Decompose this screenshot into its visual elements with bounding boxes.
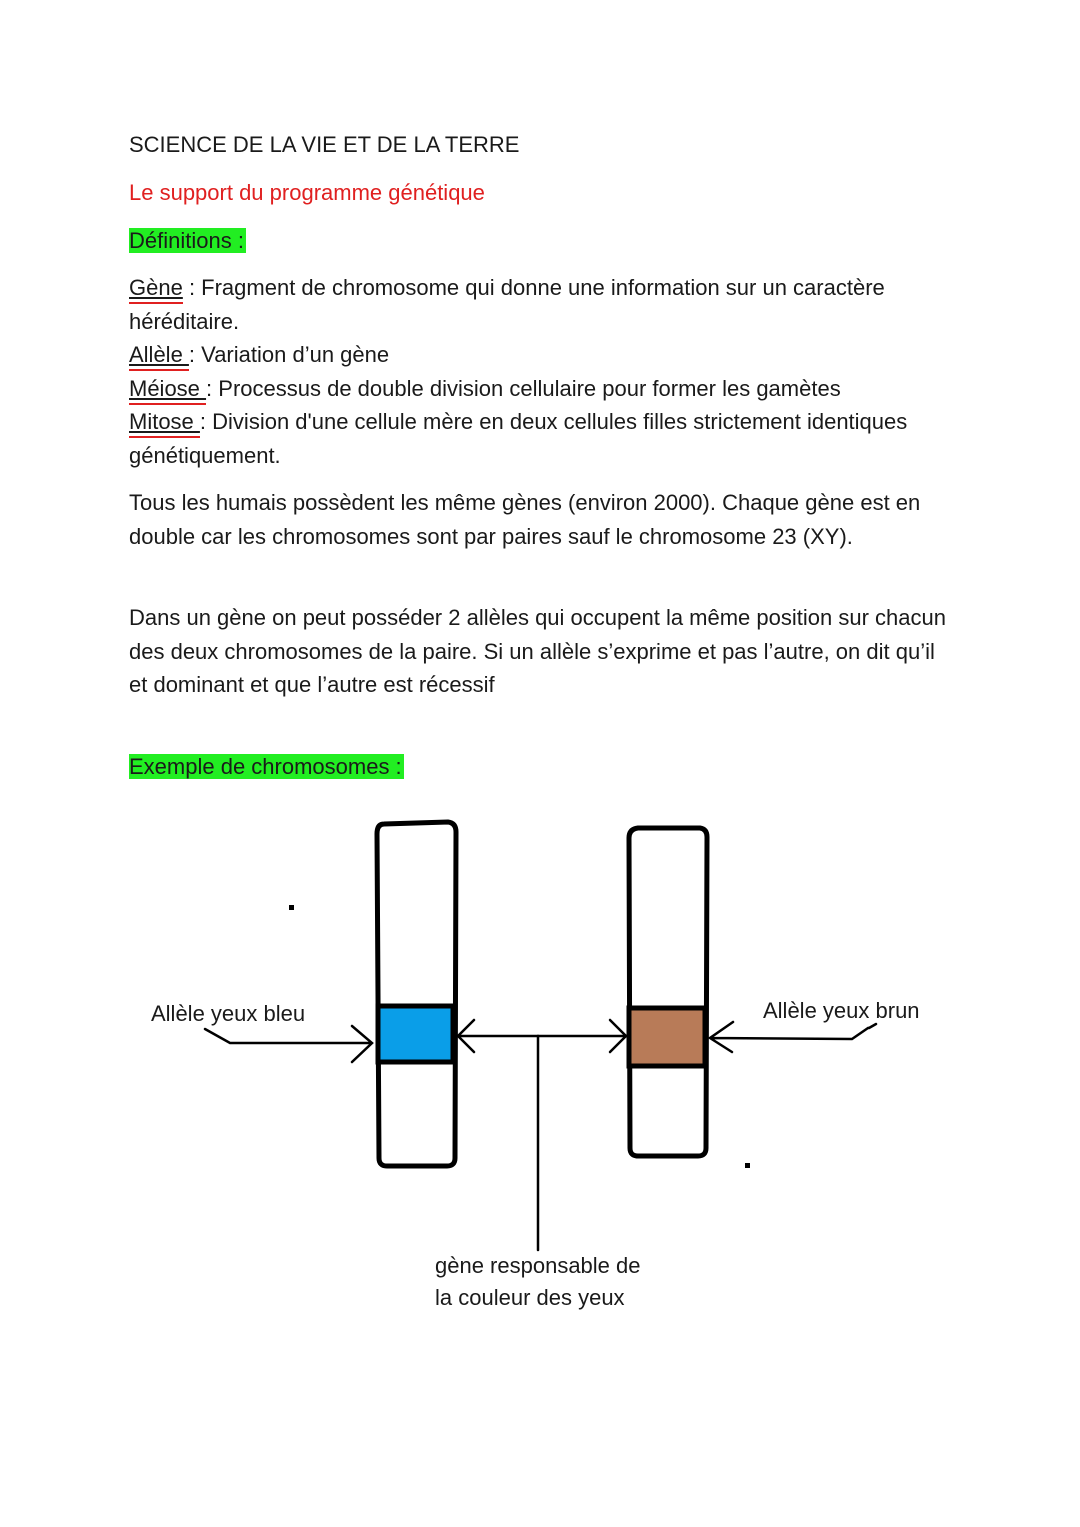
definition-text: Division d'une cellule mère en deux cellules filles strictement identiques génétiquement.: [129, 409, 908, 468]
definitions-heading-text: Définitions :: [129, 228, 244, 253]
example-heading-text: Exemple de chromosomes :: [129, 754, 402, 779]
stray-dot: [745, 1163, 750, 1168]
chromosome-right: [629, 828, 707, 1156]
arrow-center-left: [458, 1020, 538, 1052]
definition-allele: [129, 338, 949, 372]
label-allele-blue: Allèle yeux bleu: [151, 1001, 306, 1026]
definition-text: Processus de double division cellulaire pour former les gamètes: [218, 376, 841, 401]
definition-term: Mitose: [129, 409, 200, 434]
label-allele-brown: Allèle yeux brun: [763, 998, 920, 1023]
definition-separator: :: [182, 275, 202, 300]
definition-gene: [129, 271, 949, 338]
definition-text: Variation d’un gène: [201, 342, 390, 367]
stray-dot: [289, 905, 294, 910]
arrow-left-label: [205, 1026, 372, 1062]
definition-term: Gène: [129, 275, 183, 300]
page-subtitle: Le support du programme génétique: [129, 180, 485, 205]
example-heading: [129, 750, 404, 784]
definition-term: Allèle: [129, 342, 189, 367]
label-gene-line-1: gène responsable de: [435, 1253, 641, 1278]
definition-term: Méiose: [129, 376, 207, 401]
allele-brown-band: [629, 1008, 705, 1066]
definition-meiose: [129, 372, 949, 406]
paragraph-alleles: Dans un gène on peut posséder 2 allèles qui occupent la même position sur chacun des deux chromosomes de la paire. Si un allèle s’exprime et pas l’autre, on dit qu’il et dominant et que l’autre est récessif: [129, 605, 946, 697]
label-gene-line-2: la couleur des yeux: [435, 1285, 625, 1310]
definition-separator: :: [206, 376, 219, 401]
definition-text: Fragment de chromosome qui donne une information sur un caractère héréditaire.: [129, 275, 885, 334]
page-title: SCIENCE DE LA VIE ET DE LA TERRE: [129, 132, 520, 157]
allele-blue-band: [378, 1006, 453, 1062]
chromosome-left: [377, 822, 456, 1166]
label-gene: [435, 1250, 641, 1314]
definitions-heading: [129, 224, 246, 258]
arrow-center-right: [538, 1020, 626, 1052]
paragraph-genes: Tous les humais possèdent les même gènes (environ 2000). Chaque gène est en double car les chromosomes sont par paires sauf le chromosome 23 (XY).: [129, 490, 921, 549]
definition-mitose: [129, 405, 949, 472]
definition-separator: :: [199, 409, 213, 434]
definition-separator: :: [188, 342, 202, 367]
